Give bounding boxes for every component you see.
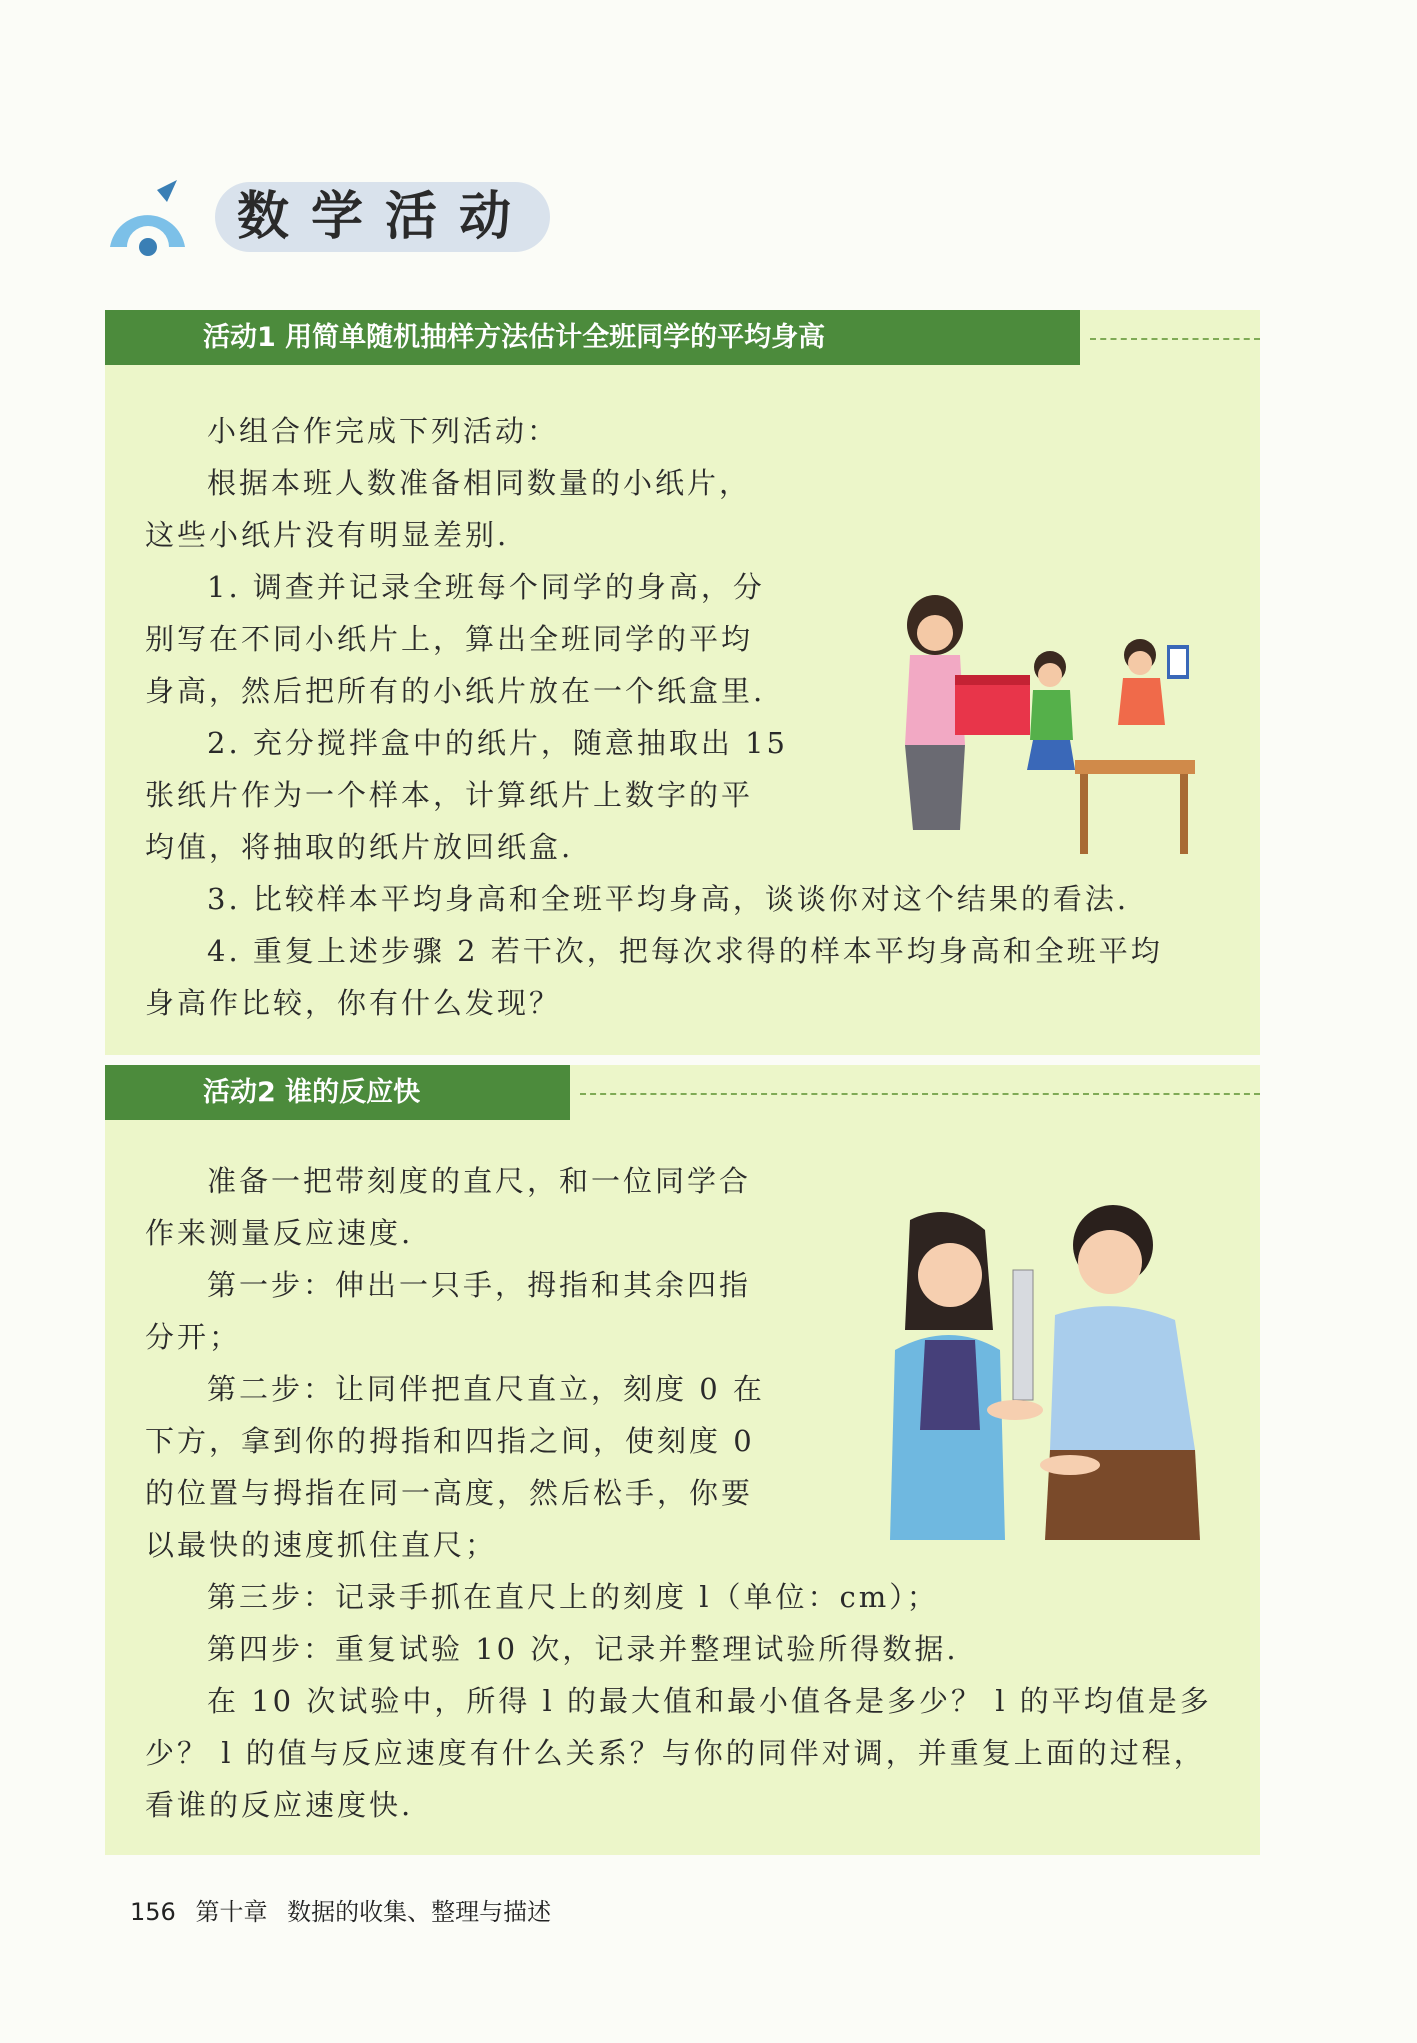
text-line: 看谁的反应速度快. [145,1788,414,1822]
activity-1-banner: 活动1 用简单随机抽样方法估计全班同学的平均身高 [105,310,1080,365]
text-line: 这些小纸片没有明显差别. [145,518,510,552]
text-line: 在 10 次试验中，所得 l 的最大值和最小值各是多少？ l 的平均值是多 [207,1684,1212,1718]
text-line: 的位置与拇指在同一高度，然后松手，你要 [145,1476,754,1510]
activity-2-banner: 活动2 谁的反应快 [105,1065,570,1120]
ruler-catch-illustration [865,1200,1235,1540]
text-line: 分开； [145,1320,242,1354]
text-line: 4. 重复上述步骤 2 若干次，把每次求得的样本平均身高和全班平均 [207,934,1163,968]
text-line: 以最快的速度抓住直尺； [145,1528,498,1562]
chapter-number: 第十章 [195,1898,268,1926]
banner-dashed-line [580,1093,1260,1095]
text-line: 2. 充分搅拌盒中的纸片，随意抽取出 15 [207,726,789,760]
text-line: 准备一把带刻度的直尺，和一位同学合 [207,1164,752,1198]
text-line: 第一步：伸出一只手，拇指和其余四指 [207,1268,752,1302]
activity-2-panel [105,1065,1260,1855]
text-line: 小组合作完成下列活动： [207,414,560,448]
activity-1-panel [105,310,1260,1055]
text-line: 第三步：记录手抓在直尺上的刻度 l（单位：cm）； [207,1580,939,1614]
text-line: 少？ l 的值与反应速度有什么关系？与你的同伴对调，并重复上面的过程， [145,1736,1206,1770]
text-line: 第二步：让同伴把直尺直立，刻度 0 在 [207,1372,765,1406]
text-line: 身高，然后把所有的小纸片放在一个纸盒里. [145,674,766,708]
section-logo-icon [105,172,190,257]
text-line: 下方，拿到你的拇指和四指之间，使刻度 0 [145,1424,755,1458]
text-line: 1. 调查并记录全班每个同学的身高，分 [207,570,765,604]
text-line: 张纸片作为一个样本，计算纸片上数字的平 [145,778,754,812]
banner-dashed-line [1090,338,1260,340]
classroom-illustration [875,575,1205,865]
text-line: 身高作比较，你有什么发现？ [145,986,562,1020]
page-number: 156 [130,1898,176,1926]
text-line: 均值，将抽取的纸片放回纸盒. [145,830,574,864]
text-line: 根据本班人数准备相同数量的小纸片， [207,466,752,500]
text-line: 作来测量反应速度. [145,1216,414,1250]
page-footer [130,1892,563,1927]
text-line: 别写在不同小纸片上，算出全班同学的平均 [145,622,754,656]
page-title: 数学活动 [215,182,550,252]
text-line: 第四步：重复试验 10 次，记录并整理试验所得数据. [207,1632,959,1666]
text-line: 3. 比较样本平均身高和全班平均身高，谈谈你对这个结果的看法. [207,882,1130,916]
chapter-title: 数据的收集、整理与描述 [287,1898,552,1926]
